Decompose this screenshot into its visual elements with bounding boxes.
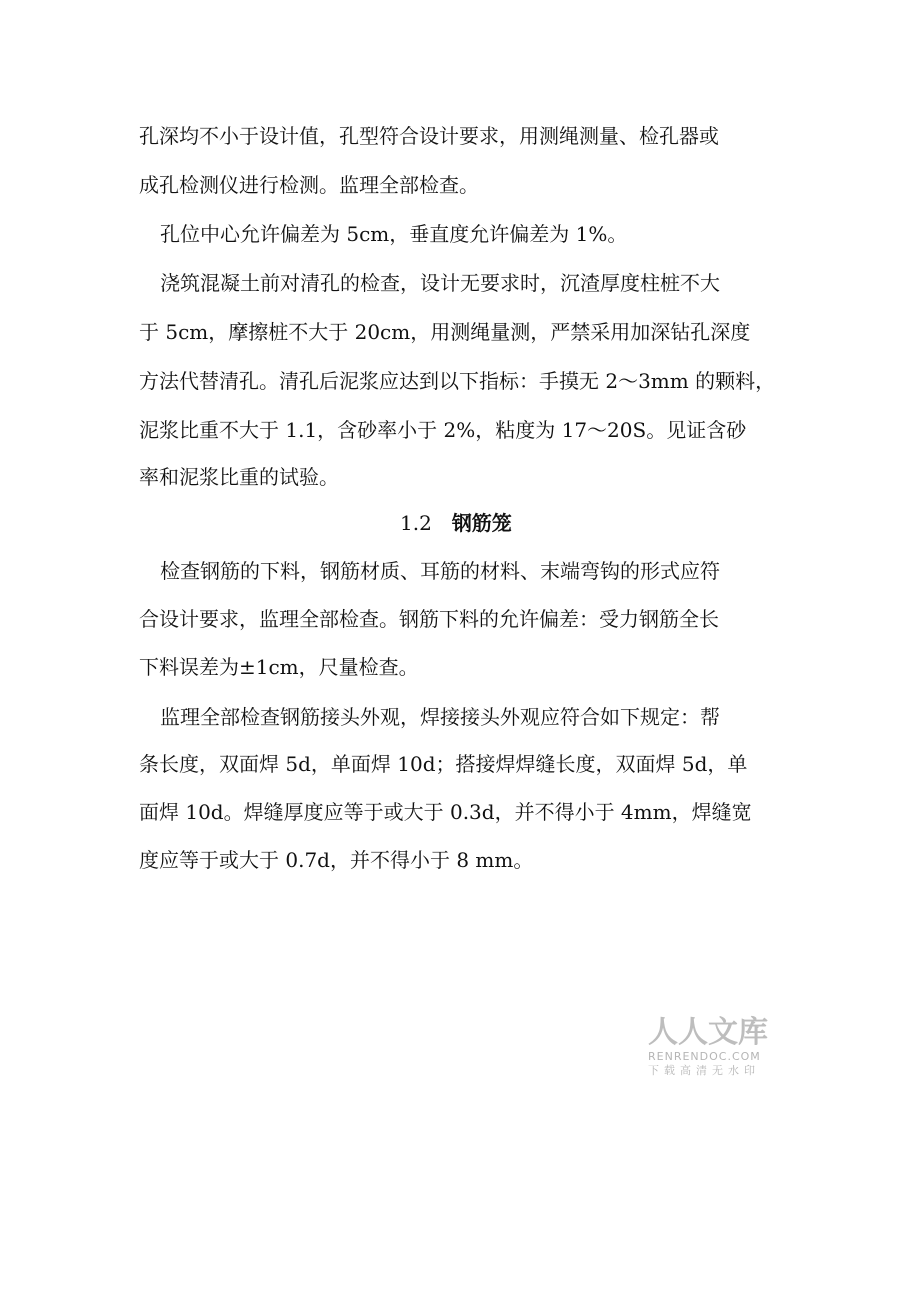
- paragraph-line: 孔位中心允许偏差为 5cm，垂直度允许偏差为 1%。: [160, 222, 628, 246]
- watermark: [648, 1016, 773, 1078]
- watermark-domain: RENRENDOC.COM: [648, 1050, 761, 1063]
- paragraph-line: 于 5cm，摩擦桩不大于 20cm，用测绳量测，严禁采用加深钻孔深度: [139, 320, 751, 344]
- paragraph-line: 率和泥浆比重的试验。: [139, 465, 339, 489]
- paragraph-line: 检查钢筋的下料，钢筋材质、耳筋的材料、末端弯钩的形式应符: [160, 559, 720, 583]
- paragraph-line: 下料误差为±1cm，尺量检查。: [139, 655, 419, 679]
- paragraph-line: 面焊 10d。焊缝厚度应等于或大于 0.3d，并不得小于 4mm，焊缝宽: [139, 800, 752, 824]
- paragraph-line: 泥浆比重不大于 1.1，含砂率小于 2%，粘度为 17～20S。见证含砂: [139, 418, 747, 442]
- section-title: 钢筋笼: [451, 511, 512, 535]
- paragraph-line: 度应等于或大于 0.7d，并不得小于 8 mm。: [139, 848, 534, 872]
- watermark-subtitle: 下载高清无水印: [648, 1064, 760, 1077]
- paragraph-line: 成孔检测仪进行检测。监理全部检查。: [139, 173, 479, 197]
- paragraph-line: 浇筑混凝土前对清孔的检查，设计无要求时，沉渣厚度柱桩不大: [160, 271, 720, 295]
- watermark-title: 人人文库: [648, 1015, 768, 1050]
- paragraph-line: 监理全部检查钢筋接头外观，焊接接头外观应符合如下规定：帮: [160, 705, 720, 729]
- paragraph-line: 条长度，双面焊 5d，单面焊 10d；搭接焊焊缝长度，双面焊 5d，单: [139, 752, 748, 776]
- paragraph-line: 方法代替清孔。清孔后泥浆应达到以下指标：手摸无 2～3mm 的颗料，: [139, 369, 776, 393]
- section-heading: [400, 511, 512, 535]
- paragraph-line: 合设计要求，监理全部检查。钢筋下料的允许偏差：受力钢筋全长: [139, 607, 719, 631]
- section-number: 1.2: [400, 511, 432, 535]
- paragraph-line: 孔深均不小于设计值，孔型符合设计要求，用测绳测量、检孔器或: [139, 124, 719, 148]
